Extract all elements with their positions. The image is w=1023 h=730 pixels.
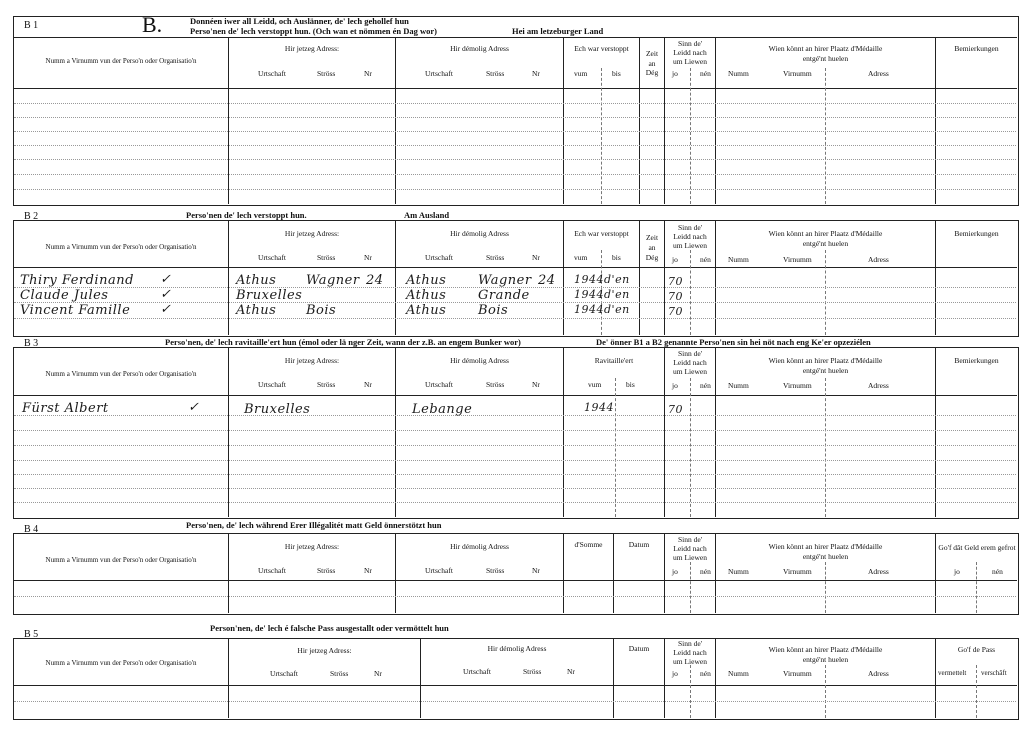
col-current-address-header: Hir jetzeg Adress: xyxy=(297,646,352,655)
col-medal-first-header: Virnumm xyxy=(783,255,812,264)
col-medal-name-header: Numm xyxy=(728,669,749,678)
col-medal-name-header: Numm xyxy=(728,255,749,264)
col-lives-header: Sinn de' xyxy=(677,639,703,648)
col-current-address-header: Hir jetzeg Adress: xyxy=(284,44,340,53)
col-town-header: Urtschaft xyxy=(258,380,286,389)
row-old-town: Lebange xyxy=(412,402,473,417)
section-code-b4: B 4 xyxy=(24,524,39,535)
col-name-header: Numm a Virnumm vun der Perso'n oder Organisatio'n xyxy=(45,659,197,667)
col-yes-header: jo xyxy=(954,567,960,576)
section-title-b3-right: De' önner B1 a B2 genannte Perso'nen sin hei nöt nach eng Ke'er opzeziélen xyxy=(596,337,871,347)
col-lives-header-3: um Liewen xyxy=(673,241,707,250)
row-name: Vincent Famille xyxy=(20,303,131,318)
col-from-header: vum xyxy=(588,380,602,389)
col-old-nr-header: Nr xyxy=(567,667,575,676)
col-remarks-header: Bemierkungen xyxy=(954,44,999,53)
section-title-b2-right: Am Ausland xyxy=(404,210,450,220)
col-no-header: nén xyxy=(700,255,711,264)
col-current-address-header: Hir jetzeg Adress: xyxy=(284,229,340,238)
col-old-address-header: Hir démolig Adress xyxy=(450,356,509,365)
col-lives-header: Sinn de' xyxy=(677,39,703,48)
row-street: Wagner xyxy=(306,273,360,288)
col-pass-procured-header: verschâft xyxy=(981,669,1007,677)
col-yes-header: jo xyxy=(672,255,678,264)
col-days-header: Dég xyxy=(645,253,659,262)
col-an-header: an xyxy=(648,243,656,252)
col-lives-header-2: Leidd nach xyxy=(673,648,707,657)
row-yes: 70 xyxy=(668,275,683,288)
col-medal-header: Wien könnt an hirer Plaatz d'Médaille xyxy=(768,542,883,551)
col-lives-header: Sinn de' xyxy=(677,223,703,232)
col-medal-header: Wien könnt an hirer Plaatz d'Médaille xyxy=(768,645,883,654)
col-old-town-header: Urtschaft xyxy=(463,667,491,676)
row-old-street: Wagner xyxy=(478,273,532,288)
col-medal-first-header: Virnumm xyxy=(783,567,812,576)
col-old-town-header: Urtschaft xyxy=(425,380,453,389)
col-town-header: Urtschaft xyxy=(270,669,298,678)
col-no-header: nén xyxy=(700,69,711,78)
col-no-header: nén xyxy=(700,669,711,678)
col-from-header: vum xyxy=(574,69,588,78)
row-check: ✓ xyxy=(160,287,172,302)
section-code-b3: B 3 xyxy=(24,338,39,349)
col-street-header: Ströss xyxy=(330,669,349,678)
col-an-header: an xyxy=(648,59,656,68)
section-code-b2: B 2 xyxy=(24,211,39,222)
col-old-street-header: Ströss xyxy=(486,69,505,78)
col-medal-address-header: Adress xyxy=(868,69,889,78)
col-medal-address-header: Adress xyxy=(868,255,889,264)
col-yes-header: jo xyxy=(672,567,678,576)
col-current-address-header: Hir jetzeg Adress: xyxy=(284,542,340,551)
col-nr-header: Nr xyxy=(374,669,382,678)
col-medal-name-header: Numm xyxy=(728,381,749,390)
col-old-town-header: Urtschaft xyxy=(425,69,453,78)
col-name-header: Numm a Virnumm vun der Perso'n oder Organisatio'n xyxy=(45,370,197,378)
col-street-header: Ströss xyxy=(317,69,336,78)
col-medal-header-2: entgé'nt huelen xyxy=(802,239,849,248)
col-sum-header: d'Somme xyxy=(574,540,603,549)
row-nr: 24 xyxy=(366,273,384,288)
col-old-address-header: Hir démolig Adress xyxy=(450,542,509,551)
col-medal-first-header: Virnumm xyxy=(783,69,812,78)
section-title-b4: Perso'nen, de' lech während Erer Illégalitét matt Geld önnerstötzt hun xyxy=(186,520,442,530)
col-to-header: bis xyxy=(626,380,635,389)
col-name-header: Numm a Virnumm vun der Perso'n oder Organisatio'n xyxy=(45,57,197,65)
col-medal-header: Wien könnt an hirer Plaatz d'Médaille xyxy=(768,229,883,238)
row-check: ✓ xyxy=(188,400,200,415)
col-yes-header: jo xyxy=(672,69,678,78)
col-old-street-header: Ströss xyxy=(486,380,505,389)
form-letter: B. xyxy=(142,12,163,37)
col-old-street-header: Ströss xyxy=(486,253,505,262)
col-yes-header: jo xyxy=(672,381,678,390)
row-name: Fürst Albert xyxy=(22,401,109,416)
section-title-b2: Perso'nen de' lech verstoppt hun. xyxy=(186,210,307,220)
row-yes: 70 xyxy=(668,290,683,303)
col-remarks-header: Bemierkungen xyxy=(954,229,999,238)
col-from-header: vum xyxy=(574,253,588,262)
row-town: Bruxelles xyxy=(244,402,311,417)
col-street-header: Ströss xyxy=(317,566,336,575)
col-medal-address-header: Adress xyxy=(868,381,889,390)
col-medal-header-2: entgé'nt huelen xyxy=(802,366,849,375)
col-to-header: bis xyxy=(612,69,621,78)
row-street: Bois xyxy=(306,303,337,318)
row-town: Bruxelles xyxy=(236,288,303,303)
col-medal-name-header: Numm xyxy=(728,69,749,78)
col-old-address-header: Hir démolig Adress xyxy=(450,229,509,238)
section-title-b1-line3: Hei am letzeburger Land xyxy=(512,26,604,36)
col-old-address-header: Hir démolig Adress xyxy=(487,644,547,653)
col-to-header: bis xyxy=(612,253,621,262)
col-nr-header: Nr xyxy=(364,380,372,389)
row-yes: 70 xyxy=(668,305,683,318)
row-from: 1944 xyxy=(574,303,604,316)
col-medal-header-2: entgé'nt huelen xyxy=(802,54,849,63)
col-old-nr-header: Nr xyxy=(532,566,540,575)
col-lives-header-3: um Liewen xyxy=(673,553,707,562)
col-medal-header-2: entgé'nt huelen xyxy=(802,655,849,664)
row-old-street: Grande xyxy=(478,288,530,303)
col-lives-header-3: um Liewen xyxy=(673,657,707,666)
col-no-header: nén xyxy=(700,567,711,576)
col-hidden-header: Ech war verstoppt xyxy=(574,229,629,238)
col-lives-header-2: Leidd nach xyxy=(673,544,707,553)
row-check: ✓ xyxy=(160,302,172,317)
col-old-town-header: Urtschaft xyxy=(425,253,453,262)
col-old-street-header: Ströss xyxy=(486,566,505,575)
col-nr-header: Nr xyxy=(364,253,372,262)
section-title-b1-line1: Donnéen iwer all Leidd, och Auslänner, de' lech gehollef hun xyxy=(190,16,409,26)
col-town-header: Urtschaft xyxy=(258,69,286,78)
col-no-header: nén xyxy=(700,381,711,390)
col-medal-header-2: entgé'nt huelen xyxy=(802,552,849,561)
col-lives-header-2: Leidd nach xyxy=(673,358,707,367)
section-code-b1: B 1 xyxy=(24,20,39,31)
section-title-b1-line2: Perso'nen de' lech verstoppt hun. (Och wan et nömmen én Dag wor) xyxy=(190,26,437,36)
col-medal-header: Wien könnt an hirer Plaatz d'Médaille xyxy=(768,44,883,53)
col-pass-header: Go'f de Pass xyxy=(957,645,996,654)
col-street-header: Ströss xyxy=(317,380,336,389)
col-date-header: Datum xyxy=(628,540,650,549)
col-date-header: Datum xyxy=(628,644,650,653)
col-lives-header-3: um Liewen xyxy=(673,57,707,66)
row-old-street: Bois xyxy=(478,303,509,318)
row-name: Thiry Ferdinand xyxy=(20,273,134,288)
section-title-b3: Perso'nen, de' lech ravitaille'ert hun (émol oder lä nger Zeit, wann der z.B. an engem Bunker wor) xyxy=(165,337,521,347)
col-lives-header: Sinn de' xyxy=(677,349,703,358)
row-town: Athus xyxy=(236,273,277,288)
col-yes-header: jo xyxy=(672,669,678,678)
col-lives-header-2: Leidd nach xyxy=(673,48,707,57)
col-old-nr-header: Nr xyxy=(532,253,540,262)
row-old-town: Athus xyxy=(406,273,447,288)
col-lives-header-2: Leidd nach xyxy=(673,232,707,241)
row-to: d'en xyxy=(604,303,630,316)
section-code-b5: B 5 xyxy=(24,629,39,640)
col-money-returned-header: Go'f dât Geld erem gefrot xyxy=(938,543,1016,552)
col-name-header: Numm a Virnumm vun der Perso'n oder Organisatio'n xyxy=(45,556,197,564)
col-old-address-header: Hir démolig Adress xyxy=(450,44,509,53)
col-medal-name-header: Numm xyxy=(728,567,749,576)
row-to: d'en xyxy=(604,273,630,286)
col-town-header: Urtschaft xyxy=(258,566,286,575)
col-lives-header: Sinn de' xyxy=(677,535,703,544)
col-old-nr-header: Nr xyxy=(532,380,540,389)
col-pass-issued-header: vermettelt xyxy=(938,669,967,677)
col-current-address-header: Hir jetzeg Adress: xyxy=(284,356,340,365)
col-supplied-header: Ravitaille'ert xyxy=(594,356,634,365)
row-old-town: Athus xyxy=(406,288,447,303)
col-time-header: Zeit xyxy=(645,49,659,58)
col-remarks-header: Bemierkungen xyxy=(954,356,999,365)
col-nr-header: Nr xyxy=(364,69,372,78)
row-to: d'en xyxy=(604,288,630,301)
row-old-town: Athus xyxy=(406,303,447,318)
col-old-town-header: Urtschaft xyxy=(425,566,453,575)
col-old-street-header: Ströss xyxy=(523,667,542,676)
col-nr-header: Nr xyxy=(364,566,372,575)
col-lives-header-3: um Liewen xyxy=(673,367,707,376)
col-town-header: Urtschaft xyxy=(258,253,286,262)
col-time-header: Zeit xyxy=(645,233,659,242)
col-name-header: Numm a Virnumm vun der Perso'n oder Organisatio'n xyxy=(45,243,197,251)
section-title-b5: Person'nen, de' lech é falsche Pass ausgestallt oder vermöttelt hun xyxy=(210,623,449,633)
col-medal-first-header: Virnumm xyxy=(783,669,812,678)
col-medal-address-header: Adress xyxy=(868,669,889,678)
col-old-nr-header: Nr xyxy=(532,69,540,78)
row-town: Athus xyxy=(236,303,277,318)
col-medal-address-header: Adress xyxy=(868,567,889,576)
col-hidden-header: Ech war verstoppt xyxy=(574,44,629,53)
col-street-header: Ströss xyxy=(317,253,336,262)
col-medal-header: Wien könnt an hirer Plaatz d'Médaille xyxy=(768,356,883,365)
row-check: ✓ xyxy=(160,272,172,287)
col-no-header: nén xyxy=(992,567,1003,576)
row-from: 1944 xyxy=(574,273,604,286)
col-medal-first-header: Virnumm xyxy=(783,381,812,390)
col-days-header: Dég xyxy=(645,68,659,77)
row-yes: 70 xyxy=(668,403,683,416)
row-old-nr: 24 xyxy=(538,273,556,288)
row-from: 1944 xyxy=(584,401,614,414)
row-from: 1944 xyxy=(574,288,604,301)
row-name: Claude Jules xyxy=(20,288,109,303)
